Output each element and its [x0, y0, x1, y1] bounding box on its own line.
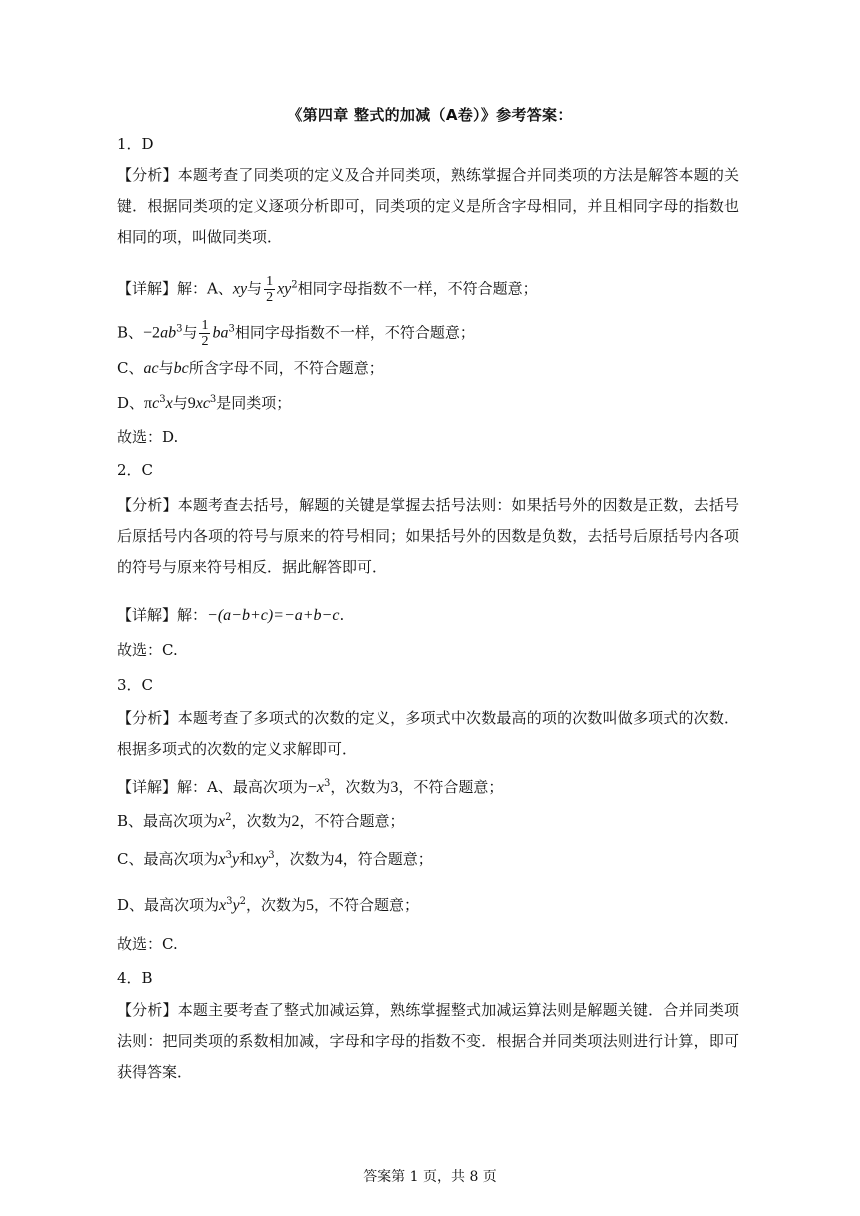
q1-conclusion: 故选：D. [117, 428, 179, 446]
q3-answer: 3．C [117, 676, 154, 694]
q2-detail: 【详解】解：−(a−b+c)=−a+b−c. [117, 606, 345, 624]
q3-detail-c: C、最高次项为$x^3y$和$xy^3$，次数为4，符合题意； [117, 850, 433, 868]
q4-answer: 4．B [117, 969, 153, 987]
q3-conclusion: 故选：C. [117, 935, 178, 953]
q1-answer: 1．D [117, 135, 154, 153]
q3-detail-b: B、最高次项为$x^2$，次数为2，不符合题意； [117, 812, 405, 830]
q1-analysis: 【分析】本题考查了同类项的定义及合并同类项，熟练掌握合并同类项的方法是解答本题的关键．根据同类项的定义逐项分析即可，同类项的定义是所含字母相同，并且相同字母的指数也相同的项，叫做同类项． [117, 166, 739, 246]
q3-detail-a: 【详解】解：A、最高次项为$-x^3$，次数为3，不符合题意； [117, 778, 504, 796]
q2-answer: 2．C [117, 461, 154, 479]
q1-detail-d: D、$\pi c^3x$与$9xc^3$是同类项； [117, 394, 292, 412]
page-footer: 答案第 1 页，共 8 页 [363, 1169, 497, 1185]
page-title: 《第四章 整式的加减（A卷）》参考答案： [287, 106, 573, 124]
q2-analysis: 【分析】本题考查去括号，解题的关键是掌握去括号法则：如果括号外的因数是正数，去括号后原括号内各项的符号与原来的符号相同；如果括号外的因数是负数，去括号后原括号内各项的符号与原来符号相反．据此解答即可． [117, 496, 739, 576]
q1-detail-a: 【详解】解：A、xy与 $\frac{1}{2}$ $xy^2$相同字母指数不一样，不符合题意； [117, 274, 538, 305]
q2-conclusion: 故选：C. [117, 641, 178, 659]
q4-analysis: 【分析】本题主要考查了整式加减运算，熟练掌握整式加减运算法则是解题关键．合并同类项法则：把同类项的系数相加减，字母和字母的指数不变．根据合并同类项法则进行计算，即可获得答案． [117, 1001, 739, 1081]
q3-analysis: 【分析】本题考查了多项式的次数的定义，多项式中次数最高的项的次数叫做多项式的次数．根据多项式的次数的定义求解即可． [117, 709, 739, 758]
q1-detail-b: B、$-2ab^3$与 $\frac{1}{2}$ $ba^3$相同字母指数不一样，不符合题意； [117, 318, 475, 349]
q1-detail-c: C、ac与bc所含字母不同，不符合题意； [117, 359, 384, 377]
q3-detail-d: D、最高次项为$x^3y^2$，次数为5，不符合题意； [117, 896, 420, 914]
